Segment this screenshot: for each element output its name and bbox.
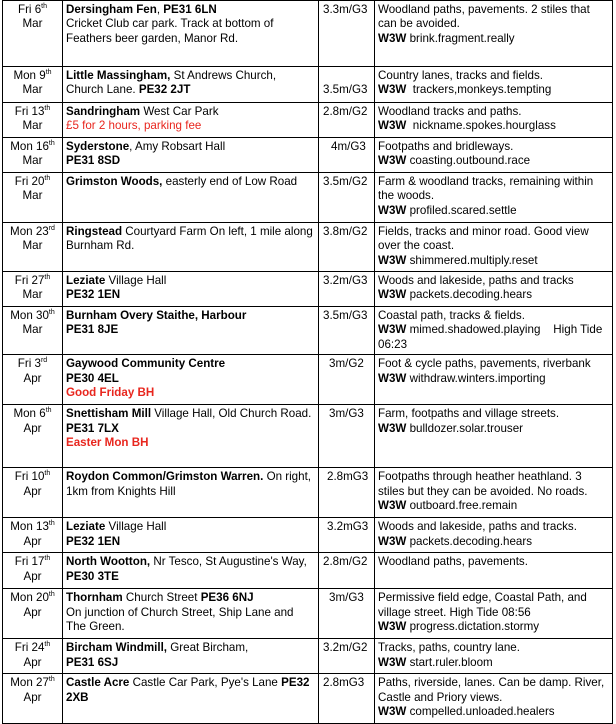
date-cell: Fri 17th Apr (3, 553, 63, 589)
bank-holiday-note: Good Friday BH (66, 386, 155, 400)
table-row (3, 355, 613, 405)
location-cell: Leziate Village Hall PE32 1EN (63, 272, 319, 307)
distance-cell: 3m/G3 (319, 589, 375, 639)
description-cell: Footpaths and bridleways. W3W coasting.outbound.race (375, 138, 613, 173)
location-cell: Syderstone, Amy Robsart Hall PE31 8SD (63, 138, 319, 173)
description-cell: Tracks, paths, country lane. W3W start.ruler.bloom (375, 639, 613, 674)
location-cell: Thornham Church Street PE36 6NJ On junction of Church Street, Ship Lane and The Green. (63, 589, 319, 639)
description-cell: Woodland tracks and paths. W3W nickname.spokes.hourglass (375, 103, 613, 138)
location-cell: Little Massingham, St Andrews Church, Church Lane. PE32 2JT (63, 67, 319, 103)
description-cell: Paths, riverside, lanes. Can be damp. River, Castle and Priory views. W3W compelled.unloaded.healers (375, 674, 613, 724)
distance-cell: 2.8m/G2 (319, 553, 375, 589)
table-row (3, 67, 613, 103)
date-cell: Mon 16th Mar (3, 138, 63, 173)
distance-cell: 3.8m/G2 (319, 223, 375, 272)
date-cell: Fri 27th Mar (3, 272, 63, 307)
date-cell: Fri 6th Mar (3, 1, 63, 67)
location-cell: Dersingham Fen, PE31 6LN Cricket Club car park. Track at bottom of Feathers beer garden, Manor Rd. (63, 1, 319, 67)
distance-cell: 3m/G2 (319, 355, 375, 405)
location-cell: Ringstead Courtyard Farm On left, 1 mile along Burnham Rd. (63, 223, 319, 272)
description-cell: Fields, tracks and minor road. Good view over the coast. W3W shimmered.multiply.reset (375, 223, 613, 272)
description-cell: Woods and lakeside, paths and tracks W3W packets.decoding.hears (375, 272, 613, 307)
distance-cell: 3.2m/G2 (319, 639, 375, 674)
distance-cell: 3.2mG3 (319, 518, 375, 553)
distance-cell: 3.5m/G3 (319, 307, 375, 355)
location-cell: Burnham Overy Staithe, Harbour PE31 8JE (63, 307, 319, 355)
distance-cell: 3.3m/G3 (319, 1, 375, 67)
description-cell: Country lanes, tracks and fields. W3W trackers,monkeys.tempting (375, 67, 613, 103)
walks-table (2, 0, 613, 724)
date-cell: Fri 13th Mar (3, 103, 63, 138)
parking-fee-note: £5 for 2 hours, parking fee (66, 119, 202, 133)
date-cell: Mon 20th Apr (3, 589, 63, 639)
description-cell: Coastal path, tracks & fields. W3W mimed.shadowed.playing High Tide 06:23 (375, 307, 613, 355)
distance-cell: 2.8mG3 (319, 468, 375, 518)
table-row (3, 1, 613, 67)
date-cell: Fri 3rd Apr (3, 355, 63, 405)
location-cell: Grimston Woods, easterly end of Low Road (63, 173, 319, 223)
table-row (3, 272, 613, 307)
date-cell: Fri 20th Mar (3, 173, 63, 223)
table-row (3, 223, 613, 272)
table-row (3, 674, 613, 724)
date-cell: Mon 9th Mar (3, 67, 63, 103)
table-row (3, 518, 613, 553)
date-cell: Mon 23rd Mar (3, 223, 63, 272)
date-cell: Mon 27th Apr (3, 674, 63, 724)
location-cell: Sandringham West Car Park £5 for 2 hours, parking fee (63, 103, 319, 138)
date-cell: Fri 24th Apr (3, 639, 63, 674)
description-cell: Footpaths through heather heathland. 3 stiles but they can be avoided. No roads. W3W outboard.free.remain (375, 468, 613, 518)
date-cell: Mon 6th Apr (3, 405, 63, 468)
description-cell: Woodland paths, pavements. (375, 553, 613, 589)
table-row (3, 103, 613, 138)
location-cell: North Wootton, Nr Tesco, St Augustine's Way, PE30 3TE (63, 553, 319, 589)
table-row (3, 138, 613, 173)
table-row (3, 405, 613, 468)
table-row (3, 553, 613, 589)
description-cell: Permissive field edge, Coastal Path, and village street. High Tide 08:56 W3W progress.dictation.stormy (375, 589, 613, 639)
location-cell: Gaywood Community Centre PE30 4EL Good Friday BH (63, 355, 319, 405)
bank-holiday-note: Easter Mon BH (66, 436, 149, 450)
distance-cell: 3.5m/G3 (319, 67, 375, 103)
distance-cell: 2.8mG3 (319, 674, 375, 724)
distance-cell: 3.5m/G2 (319, 173, 375, 223)
distance-cell: 2.8m/G2 (319, 103, 375, 138)
date-cell: Mon 30th Mar (3, 307, 63, 355)
location-cell: Castle Acre Castle Car Park, Pye's Lane PE32 2XB (63, 674, 319, 724)
table-row (3, 589, 613, 639)
description-cell: Woodland paths, pavements. 2 stiles that can be avoided. W3W brink.fragment.really (375, 1, 613, 67)
table-row (3, 307, 613, 355)
distance-cell: 3m/G3 (319, 405, 375, 468)
distance-cell: 4m/G3 (319, 138, 375, 173)
table-row (3, 639, 613, 674)
location-cell: Snettisham Mill Village Hall, Old Church Road. PE31 7LX Easter Mon BH (63, 405, 319, 468)
table-row (3, 173, 613, 223)
description-cell: Foot & cycle paths, pavements, riverbank W3W withdraw.winters.importing (375, 355, 613, 405)
location-cell: Roydon Common/Grimston Warren. On right, 1km from Knights Hill (63, 468, 319, 518)
table-row (3, 468, 613, 518)
description-cell: Farm & woodland tracks, remaining within the woods. W3W profiled.scared.settle (375, 173, 613, 223)
description-cell: Farm, footpaths and village streets. W3W bulldozer.solar.trouser (375, 405, 613, 468)
date-cell: Fri 10th Apr (3, 468, 63, 518)
description-cell: Woods and lakeside, paths and tracks. W3W packets.decoding.hears (375, 518, 613, 553)
date-cell: Mon 13th Apr (3, 518, 63, 553)
location-cell: Leziate Village Hall PE32 1EN (63, 518, 319, 553)
location-cell: Bircham Windmill, Great Bircham, PE31 6SJ (63, 639, 319, 674)
distance-cell: 3.2m/G3 (319, 272, 375, 307)
